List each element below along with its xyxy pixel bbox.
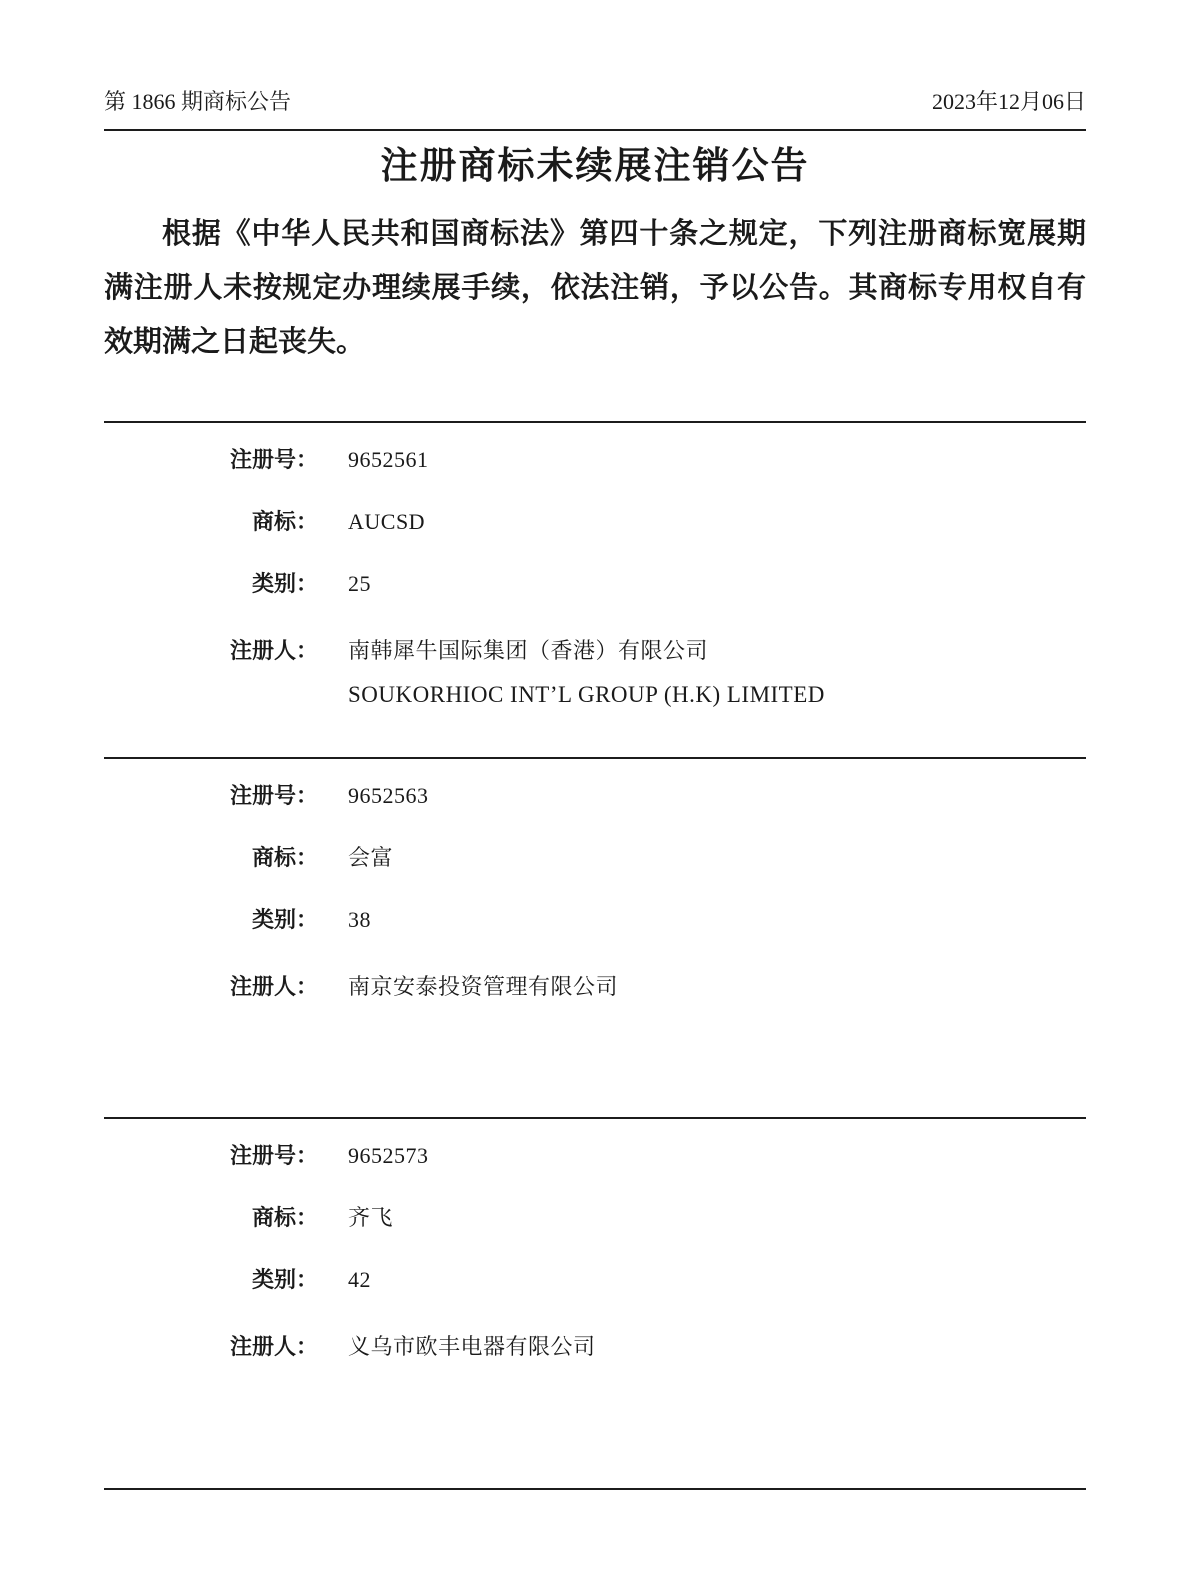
page-header xyxy=(104,0,1086,116)
trademark-record xyxy=(104,1117,1086,1480)
trademark-row xyxy=(104,507,1086,536)
registrant-value xyxy=(348,636,825,709)
gazette-issue-label: 第 1866 期商标公告 xyxy=(104,89,292,114)
registrant-row xyxy=(104,972,1086,1001)
registrant-label: 注册人： xyxy=(229,974,318,999)
trademark-record xyxy=(104,421,1086,757)
trademark-value: 齐飞 xyxy=(348,1205,394,1230)
reg-no-value: 9652563 xyxy=(348,783,429,808)
trademark-label: 商标： xyxy=(251,845,318,870)
registrant-label: 注册人： xyxy=(229,1334,318,1359)
reg-no-row xyxy=(104,781,1086,810)
gazette-date: 2023年12月06日 xyxy=(931,89,1086,114)
category-row xyxy=(104,1265,1086,1294)
category-row xyxy=(104,905,1086,934)
trademark-label: 商标： xyxy=(251,1205,318,1230)
category-value: 42 xyxy=(348,1267,371,1292)
category-row xyxy=(104,569,1086,598)
category-value: 25 xyxy=(348,571,371,596)
page-title: 注册商标未续展注销公告 xyxy=(380,146,810,187)
reg-no-label: 注册号： xyxy=(229,447,318,472)
trademark-value: 会富 xyxy=(348,845,394,870)
trademark-row xyxy=(104,1203,1086,1232)
registrant-label: 注册人： xyxy=(229,638,318,663)
registrant-value xyxy=(348,972,618,1001)
bottom-divider xyxy=(104,1488,1086,1490)
reg-no-value: 9652573 xyxy=(348,1143,429,1168)
category-label: 类别： xyxy=(251,1267,318,1292)
reg-no-value: 9652561 xyxy=(348,447,429,472)
intro-paragraph: 根据《中华人民共和国商标法》第四十条之规定，下列注册商标宽展期满注册人未按规定办理续展手续，依法注销，予以公告。其商标专用权自有效期满之日起丧失。 xyxy=(104,218,1086,358)
registrant-row xyxy=(104,1332,1086,1361)
category-label: 类别： xyxy=(251,907,318,932)
trademark-value: AUCSD xyxy=(348,509,426,534)
registrant-value xyxy=(348,1332,596,1361)
registrant-name-cn: 义乌市欧丰电器有限公司 xyxy=(348,1334,596,1359)
trademark-label: 商标： xyxy=(251,509,318,534)
registrant-name-cn: 南韩犀牛国际集团（香港）有限公司 xyxy=(348,638,709,663)
registrant-name-en: SOUKORHIOC INT’L GROUP (H.K) LIMITED xyxy=(348,682,825,707)
category-label: 类别： xyxy=(251,571,318,596)
trademark-record xyxy=(104,757,1086,1117)
header-divider xyxy=(104,129,1086,131)
reg-no-row xyxy=(104,445,1086,474)
records-section xyxy=(104,421,1086,1490)
reg-no-row xyxy=(104,1141,1086,1170)
reg-no-label: 注册号： xyxy=(229,783,318,808)
trademark-row xyxy=(104,843,1086,872)
registrant-row xyxy=(104,636,1086,709)
category-value: 38 xyxy=(348,907,371,932)
reg-no-label: 注册号： xyxy=(229,1143,318,1168)
registrant-name-cn: 南京安泰投资管理有限公司 xyxy=(348,974,619,999)
